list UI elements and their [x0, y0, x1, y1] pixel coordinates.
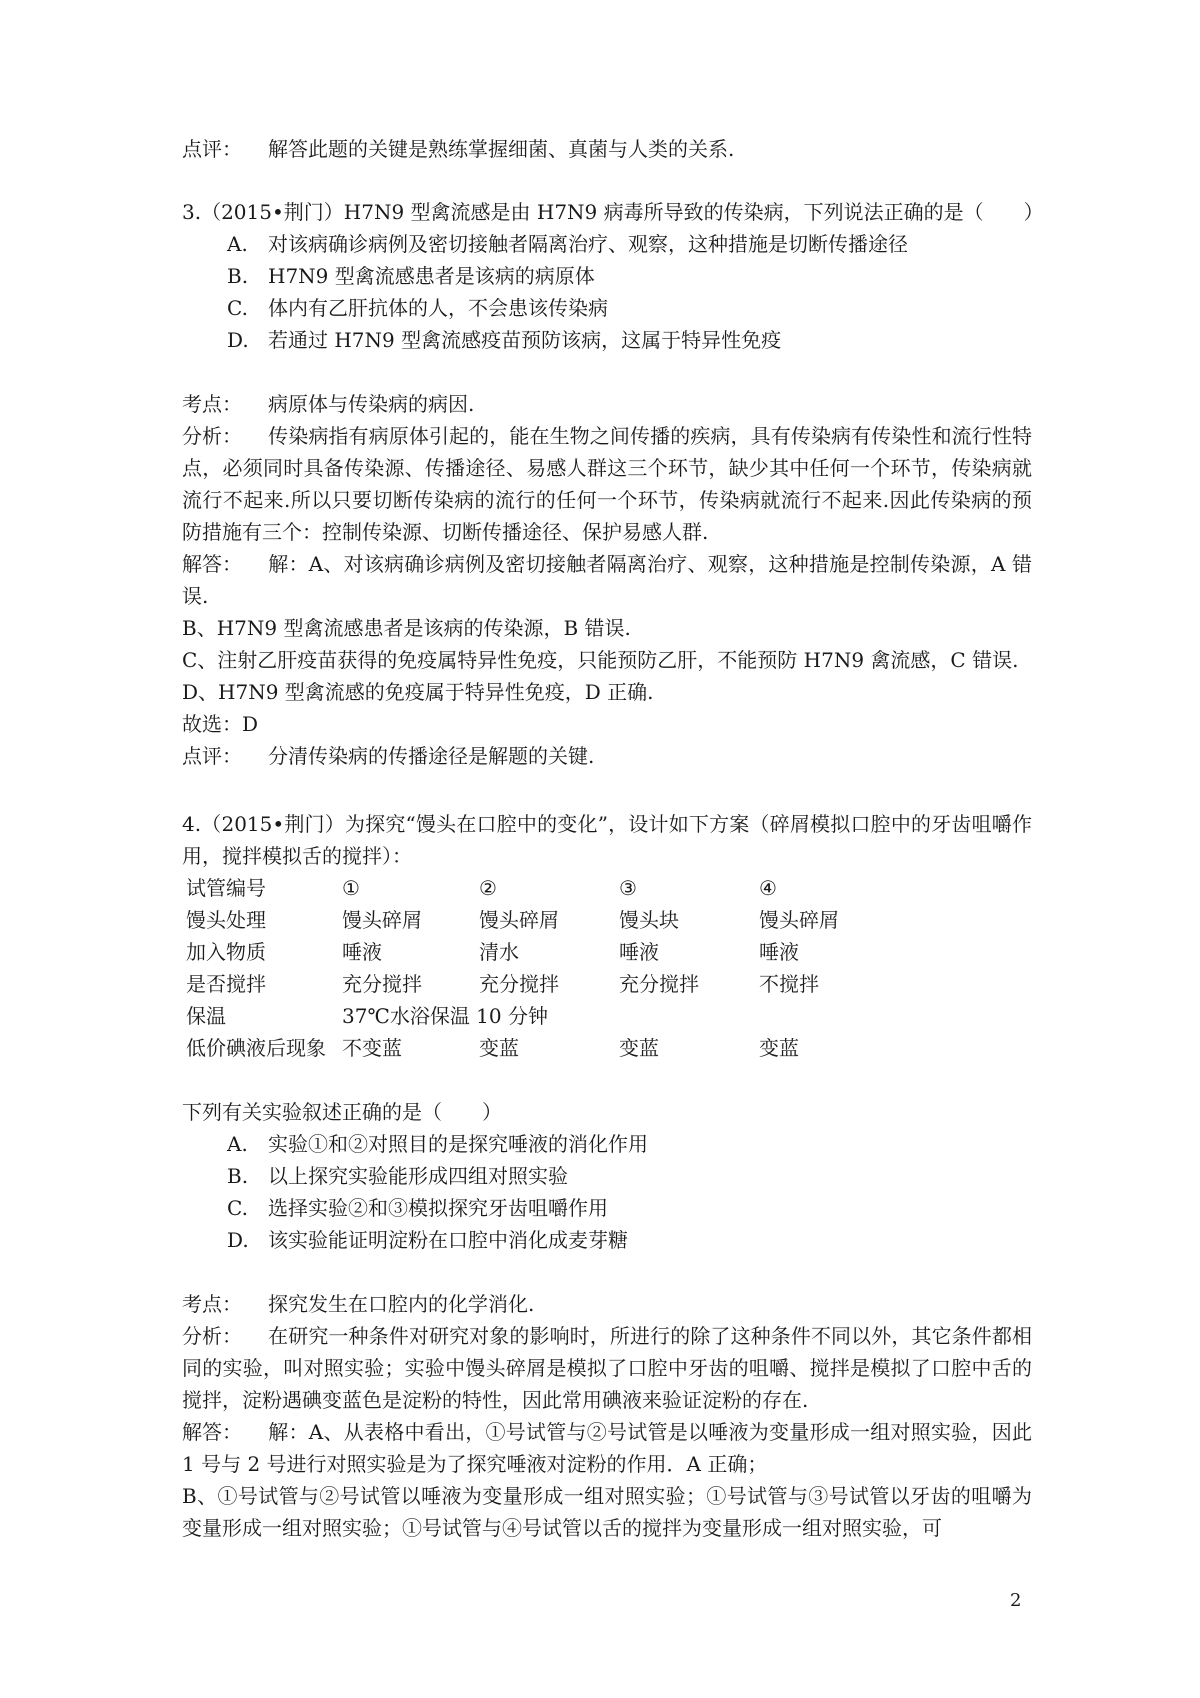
q4-answer-text: 解：A、从表格中看出，①号试管与②号试管是以唾液为变量形成一组对照实验，因此 1 号与 2 号进行对照实验是为了探究唾液对淀粉的作用．A 正确；: [182, 1420, 1032, 1476]
q3-option-a-letter: A.: [227, 232, 248, 256]
q4-option-a: [227, 1128, 648, 1160]
table-row: [186, 1032, 879, 1064]
q3-option-b-letter: B.: [227, 264, 249, 288]
q3-option-d-text: 若通过 H7N9 型禽流感疫苗预防该病，这属于特异性免疫: [268, 328, 782, 352]
q2-review: [182, 133, 1032, 165]
q4-option-c-letter: C.: [227, 1196, 248, 1220]
q4-point-text: 探究发生在口腔内的化学消化.: [268, 1292, 535, 1316]
q4-analysis: [182, 1320, 1032, 1416]
q4-stem: 4.（2015•荆门）为探究“馒头在口腔中的变化”，设计如下方案（碎屑模拟口腔中的牙齿咀嚼作用，搅拌模拟舌的搅拌）：: [182, 812, 1032, 868]
table-cell: 不搅拌: [759, 972, 819, 996]
table-cell: 唾液: [342, 940, 382, 964]
table-cell: ④: [759, 876, 777, 900]
q4-option-d-text: 该实验能证明淀粉在口腔中消化成麦芽糖: [268, 1228, 628, 1252]
page-number: 2: [1010, 1590, 1022, 1611]
q3-answer-b: B、H7N9 型禽流感患者是该病的传染源，B 错误.: [182, 616, 631, 640]
q3-point: [182, 388, 1032, 420]
q3-option-c: [227, 292, 608, 324]
table-cell: 馒头处理: [186, 908, 266, 932]
q3-option-d: [227, 324, 781, 356]
table-cell: 唾液: [619, 940, 659, 964]
q2-review-text: 解答此题的关键是熟练掌握细菌、真菌与人类的关系.: [268, 137, 735, 161]
q3-point-label: 考点：: [182, 392, 242, 416]
table-cell: 是否搅拌: [186, 972, 266, 996]
q3-option-a: [227, 228, 908, 260]
table-cell: 加入物质: [186, 940, 266, 964]
table-row: [186, 968, 879, 1000]
q3-review: [182, 740, 1032, 772]
table-cell: 保温: [186, 1004, 226, 1028]
q3-review-label: 点评：: [182, 744, 242, 768]
q2-review-label: 点评：: [182, 137, 242, 161]
table-cell: 清水: [479, 940, 519, 964]
table-cell: 低价碘液后现象: [186, 1036, 326, 1060]
q4-option-b-text: 以上探究实验能形成四组对照实验: [268, 1164, 568, 1188]
q4-option-a-letter: A.: [227, 1132, 248, 1156]
table-cell: 馒头块: [619, 908, 679, 932]
table-cell: 37℃水浴保温 10 分钟: [342, 1004, 548, 1028]
q3-analysis-label: 分析：: [182, 424, 242, 448]
table-row: [186, 1000, 879, 1032]
q4-analysis-label: 分析：: [182, 1324, 242, 1348]
q3-answer: [182, 548, 1032, 612]
table-cell: 唾液: [759, 940, 799, 964]
experiment-table: [186, 872, 879, 1064]
q3-analysis: [182, 420, 1032, 548]
q3-option-c-text: 体内有乙肝抗体的人，不会患该传染病: [268, 296, 608, 320]
q4-analysis-text: 在研究一种条件对研究对象的影响时，所进行的除了这种条件不同以外，其它条件都相同的实验，叫对照实验；实验中馒头碎屑是模拟了口腔中牙齿的咀嚼、搅拌是模拟了口腔中舌的搅拌，淀粉遇碘变蓝色是淀粉的特性，因此常用碘液来验证淀粉的存在.: [182, 1324, 1032, 1412]
q3-answer-d: D、H7N9 型禽流感的免疫属于特异性免疫，D 正确.: [182, 680, 654, 704]
table-cell: 变蓝: [619, 1036, 659, 1060]
table-cell: 充分搅拌: [619, 972, 699, 996]
table-cell: 馒头碎屑: [479, 908, 559, 932]
q4-option-c-text: 选择实验②和③模拟探究牙齿咀嚼作用: [268, 1196, 608, 1220]
q4-answer-b: B、①号试管与②号试管以唾液为变量形成一组对照实验；①号试管与③号试管以牙齿的咀嚼为变量形成一组对照实验；①号试管与④号试管以舌的搅拌为变量形成一组对照实验，可: [182, 1484, 1032, 1540]
q3-answer-text: 解：A、对该病确诊病例及密切接触者隔离治疗、观察，这种措施是控制传染源，A 错误.: [182, 552, 1032, 608]
q4-option-d: [227, 1224, 628, 1256]
q4-point-label: 考点：: [182, 1292, 242, 1316]
q4-option-a-text: 实验①和②对照目的是探究唾液的消化作用: [268, 1132, 648, 1156]
table-cell: ①: [342, 876, 360, 900]
table-cell: 变蓝: [759, 1036, 799, 1060]
q3-answer-label: 解答：: [182, 552, 242, 576]
q3-option-c-letter: C.: [227, 296, 248, 320]
table-cell: 变蓝: [479, 1036, 519, 1060]
table-cell: 充分搅拌: [479, 972, 559, 996]
q3-answer-c: C、注射乙肝疫苗获得的免疫属特异性免疫，只能预防乙肝，不能预防 H7N9 禽流感，C 错误.: [182, 648, 1019, 672]
table-cell: ③: [619, 876, 637, 900]
q4-point: [182, 1288, 1032, 1320]
table-row: [186, 936, 879, 968]
q3-option-b: [227, 260, 595, 292]
q4-answer-label: 解答：: [182, 1420, 242, 1444]
table-cell: 充分搅拌: [342, 972, 422, 996]
q3-option-d-letter: D.: [227, 328, 249, 352]
q4-option-c: [227, 1192, 608, 1224]
q4-option-b-letter: B.: [227, 1164, 249, 1188]
table-cell: ②: [479, 876, 497, 900]
table-row: [186, 904, 879, 936]
q3-review-text: 分清传染病的传播途径是解题的关键.: [268, 744, 595, 768]
q4-answer: [182, 1416, 1032, 1480]
table-row: [186, 872, 879, 904]
q3-analysis-text: 传染病指有病原体引起的，能在生物之间传播的疾病，具有传染病有传染性和流行性特点，必须同时具备传染源、传播途径、易感人群这三个环节，缺少其中任何一个环节，传染病就流行不起来.所以只要切断传染病的流行的任何一个环节，传染病就流行不起来.因此传染病的预防措施有三个：控制传染源、切断传播途径、保护易感人群.: [182, 424, 1032, 544]
q3-point-text: 病原体与传染病的病因.: [268, 392, 475, 416]
table-cell: 馒头碎屑: [342, 908, 422, 932]
q3-stem: 3.（2015•荆门）H7N9 型禽流感是由 H7N9 病毒所导致的传染病，下列说法正确的是（ ）: [182, 200, 1044, 224]
table-cell: 不变蓝: [342, 1036, 402, 1060]
q3-option-b-text: H7N9 型禽流感患者是该病的病原体: [268, 264, 595, 288]
q3-choice: 故选：D: [182, 712, 259, 736]
q4-question: 下列有关实验叙述正确的是（ ）: [182, 1100, 502, 1124]
table-cell: 馒头碎屑: [759, 908, 839, 932]
q4-option-d-letter: D.: [227, 1228, 249, 1252]
q3-option-a-text: 对该病确诊病例及密切接触者隔离治疗、观察，这种措施是切断传播途径: [268, 232, 908, 256]
table-cell: 试管编号: [186, 876, 266, 900]
q4-option-b: [227, 1160, 568, 1192]
